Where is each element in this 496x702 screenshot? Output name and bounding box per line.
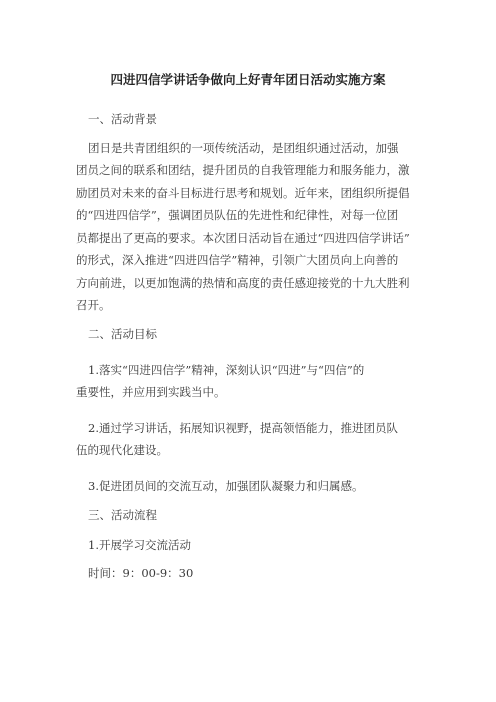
- goal-item-1-line: 1.落实“四进四信学”精神，深刻认识“四进”与“四信”的: [88, 363, 365, 377]
- paragraph-line: 励团员对未来的奋斗目标进行思考和规划。近年来，团组织所提倡: [76, 186, 410, 200]
- paragraph-line: 的形式，深入推进“四进四信学”精神，引领广大团员向上向善的: [76, 253, 399, 267]
- section-heading-process: 三、活动流程: [88, 508, 157, 522]
- goal-item-1-line: 重要性，并应用到实践当中。: [76, 385, 226, 399]
- paragraph-line: 员都提出了更高的要求。本次团日活动旨在通过“四进四信学讲话”: [76, 231, 410, 245]
- document-title: 四进四信学讲话争做向上好青年团日活动实施方案: [110, 72, 386, 87]
- goal-item-3: 3.促进团员间的交流互动，加强团队凝聚力和归属感。: [88, 479, 364, 493]
- goal-item-2-line: 伍的现代化建设。: [76, 443, 168, 457]
- process-item-1: 1.开展学习交流活动: [88, 538, 191, 552]
- paragraph-line: 团员之间的联系和团结，提升团员的自我管理能力和服务能力，激: [76, 163, 410, 177]
- paragraph-line: 召开。: [76, 298, 111, 312]
- paragraph-line: 方向前进，以更加饱满的热情和高度的责任感迎接党的十九大胜利: [76, 276, 410, 290]
- goal-item-2-line: 2.通过学习讲话，拓展知识视野，提高领悟能力，推进团员队: [88, 421, 398, 435]
- section-heading-goals: 二、活动目标: [88, 327, 157, 341]
- process-time: 时间：9：00-9：30: [88, 566, 194, 580]
- paragraph-line: 的“四进四信学”，强调团员队伍的先进性和纪律性，对每一位团: [76, 208, 399, 222]
- paragraph-line: 团日是共青团组织的一项传统活动，是团组织通过活动，加强: [88, 141, 399, 155]
- section-heading-background: 一、活动背景: [88, 112, 157, 126]
